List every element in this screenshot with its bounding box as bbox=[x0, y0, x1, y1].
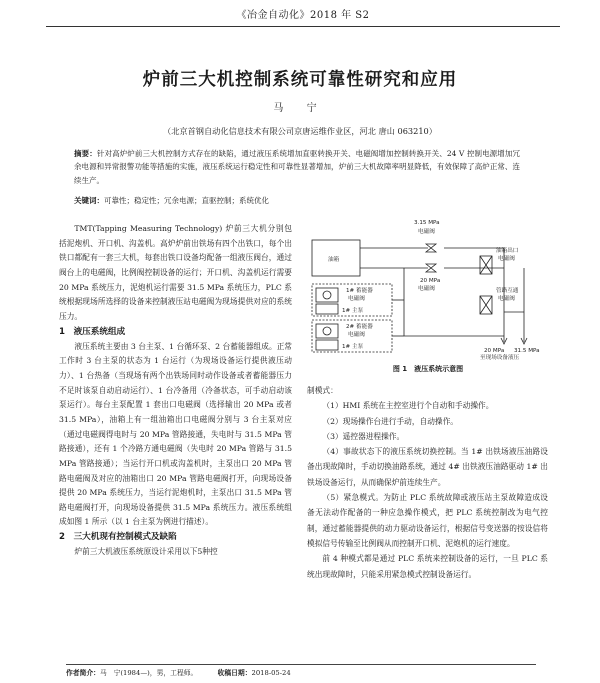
article-title: 炉前三大机控制系统可靠性研究和应用 bbox=[142, 70, 458, 90]
keywords bbox=[74, 194, 520, 207]
figure-caption: 图 1 液压系统示意图 bbox=[392, 365, 464, 373]
paragraph-hydraulic: 液压系统主要由 3 台主泵、1 台循环泵、2 台蓄能器组成。正常工作时 3 台主泵的状态为 1 台运行（为现场设备运行提供液压动力）、1 台热备（当现场有两个出铁场同时动作设备或者蓄能器压力不足时该泵自动启动运行）、1 台冷备用（冷备状态，可手动启动该泵运行）。每台主泵配置 1 套出口电磁阀（选择输出 20 MPa 或者 31.5 MPa），油箱上有一组油箱出口电磁阀分别与 3 台主泵对应（通过电磁阀得电时与 20 MPa 管路接通，失电时与 31.5 MPa 管路接通），还有 1 个冷路方通电磁阀（失电时 20 MPa 管路与 31.5 MPa 管路接通）；当运行开口机或沟盖机时，主泵出口 20 MPa 管路电磁阀及对应的油箱出口 20 MPa 管路电磁阀打开，向现场设备提供 20 MPa 系统压力，当运行泥炮机时，主泵出口 31.5 MPa 管路电磁阀打开，向现场设备提供 31.5 MPa 系统压力。液压系统组成如图 1 所示（以 1 台主泵为例进行描述）。 bbox=[59, 341, 292, 527]
running-header: 《冶金自动化》2018 年 S2 bbox=[46, 6, 560, 27]
pump-2-box bbox=[316, 304, 338, 314]
list-item-mode-4: （4）事故状态下的液压系统切换控制。当 1# 出铁场液压油路设备出现故障时，手动切换油路系统，通过 4# 出铁液压油路驱动 1# 出铁场设备运行，从而确保炉前连续生产。 bbox=[307, 447, 548, 487]
bypass-valve-icon bbox=[480, 296, 492, 314]
body-right-column bbox=[307, 383, 548, 582]
keywords-label: 关键词： bbox=[74, 196, 104, 205]
label-bypass: 管路互通 bbox=[496, 288, 519, 294]
footnote-author-label: 作者简介： bbox=[66, 669, 100, 677]
article-author: 马 宁 bbox=[273, 103, 327, 114]
pump-1-icon bbox=[323, 291, 331, 299]
footnote-author-text: 马 宁(1984—)，男，工程师。 bbox=[99, 669, 198, 677]
label-valve-top: 电磁阀 bbox=[418, 229, 435, 235]
label-outlet: 油箱出口 bbox=[496, 248, 519, 254]
pump-4-box bbox=[316, 340, 338, 350]
article-affiliation: （北京首钢自动化信息技术有限公司京唐运维作业区，河北 唐山 063210） bbox=[163, 126, 437, 136]
footnote-date-label: 收稿日期： bbox=[217, 669, 252, 677]
section-heading-2: 2 三大机现有控制模式及缺陷 bbox=[59, 532, 177, 543]
list-item-mode-3: （3）遥控器进程操作。 bbox=[322, 431, 405, 441]
footnote-date: 2018-05-24 bbox=[251, 669, 291, 677]
footnote bbox=[66, 664, 536, 677]
label-pump2: 1# 主泵 bbox=[342, 308, 364, 314]
label-valve-p1: 电磁阀 bbox=[348, 296, 365, 302]
label-pump4: 1# 主泵 bbox=[342, 344, 364, 350]
figure-hydraulic-diagram bbox=[308, 212, 548, 360]
body-left-column bbox=[59, 222, 292, 560]
abstract-text: 针对高炉炉前三大机控制方式存在的缺陷，通过液压系统增加直驱转换开关、电磁阀增加控制转换开关、24 V 控制电源增加冗余电源和异常报警功能等措施的实施，液压系统运行稳定性和可靠性显著增加，炉前三大机故障率明显降低，有效保障了高炉正常、连续生产。 bbox=[74, 149, 521, 185]
label-pressure-l: 20 MPa bbox=[484, 348, 505, 354]
pump-3-icon bbox=[323, 327, 331, 335]
label-valve-p3: 电磁阀 bbox=[348, 332, 365, 338]
outlet-valve-icon bbox=[480, 256, 492, 274]
label-pump1: 1# 蓄能器 bbox=[346, 288, 373, 294]
pump-3-box bbox=[316, 324, 338, 338]
label-pump3: 2# 蓄能器 bbox=[346, 324, 373, 330]
label-pressure-mid: 20 MPa bbox=[420, 278, 441, 284]
list-item-mode-5: （5）紧急模式。为防止 PLC 系统故障或液压站主泵故障造成设备无法动作配备的一种应急操作模式，把 PLC 系统控制改为电气控制，通过蓄能器提供的动力驱动设备运行，根据信号变送器的按设信将模拟信号传输至比例阀从而控制开口机、泥炮机的运行速度。 bbox=[307, 493, 548, 548]
list-item-mode-2: （2）现场操作台进行手动，自动操作。 bbox=[322, 416, 458, 426]
label-station: 至现场设备液压 bbox=[480, 355, 520, 360]
paragraph-intro: TMT(Tapping Measuring Technology) 炉前三大机分别包括泥炮机、开口机、沟盖机。高炉炉前出铁场有四个出铁口，每个出铁口都配有一套三大机，每套出铁口设备均配备一组液压阀台，通过阀台上的电磁阀，比例阀控制设备的运行；开口机、沟盖机运行需要 20 MPa 系统压力，泥炮机运行需要 31.5 MPa 系统压力，PLC 系统根据现场所选择的设备来控制液压站电磁阀为现场提供对应的系统压力。 bbox=[59, 224, 292, 321]
label-pressure-top: 3.15 MPa bbox=[414, 220, 440, 226]
label-bypass-valve: 电磁阀 bbox=[498, 296, 515, 302]
list-item-mode-1: （1）HMI 系统在主控室进行个自动和手动操作。 bbox=[322, 401, 494, 411]
pump-1-box bbox=[316, 288, 338, 302]
paragraph-mode-lead: 制模式： bbox=[307, 386, 338, 395]
section-heading-1: 1 液压系统组成 bbox=[59, 326, 126, 337]
tank-label: 油箱 bbox=[328, 257, 340, 263]
paragraph-control-intro: 炉前三大机液压系统原设计采用以下5种控 bbox=[74, 547, 218, 557]
paragraph-mode-summary: 前 4 种模式都是通过 PLC 系统来控制设备的运行，一旦 PLC 系统出现故障时，只能采用紧急模式控制设备运行。 bbox=[307, 554, 548, 579]
keywords-text: 可靠性；稳定性；冗余电源；直驱控制；系统优化 bbox=[104, 196, 269, 205]
label-valve-mid: 电磁阀 bbox=[418, 286, 435, 292]
abstract bbox=[74, 147, 520, 187]
abstract-label: 摘要： bbox=[74, 149, 97, 158]
label-pressure-r: 31.5 MPa bbox=[514, 348, 540, 354]
label-outlet-valve: 电磁阀 bbox=[498, 256, 515, 262]
